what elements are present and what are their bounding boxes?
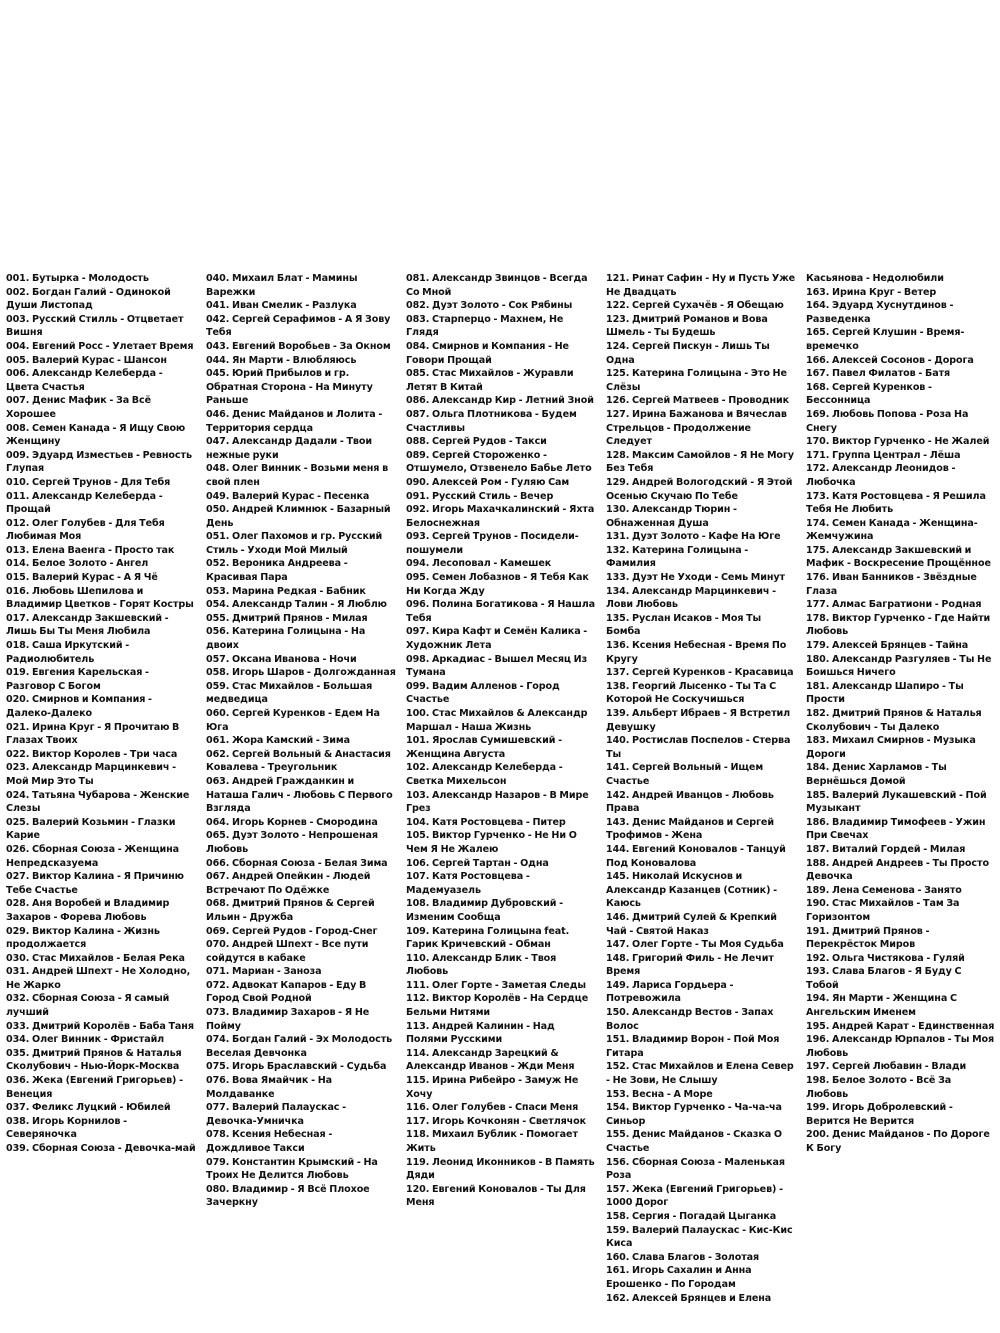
track-entry: 006. Александр Келеберда - Цвета Счастья	[6, 368, 163, 393]
tracklist	[6, 272, 996, 1304]
track-entry: 012. Олег Голубев - Для Тебя Любимая Моя	[6, 517, 165, 543]
track-entry: 172. Александр Леонидов - Любочка	[806, 463, 956, 488]
track-entry: 029. Виктор Калина - Жизнь продолжается	[6, 925, 160, 951]
track-entry: 113. Андрей Калинин - Над Полями Русскими	[406, 1020, 555, 1046]
track-entry: 197. Сергей Любавин - Влади	[806, 1061, 967, 1073]
track-entry: 041. Иван Смелик - Разлука	[206, 300, 357, 312]
track-entry: 182. Дмитрий Прянов & Наталья Сколубович - Ты Далеко	[806, 708, 982, 733]
tracklist-column-1	[6, 272, 196, 1154]
track-entry: 034. Олег Винник - Фристайл	[6, 1034, 165, 1046]
track-entry: 116. Олег Голубев - Спаси Меня	[406, 1102, 579, 1114]
track-entry: 097. Кира Кафт и Семён Калика - Художник Лета	[406, 626, 588, 652]
track-entry: 065. Дуэт Золото - Непрошеная Любовь	[206, 830, 378, 855]
track-entry: 071. Мариан - Заноза	[206, 966, 322, 978]
track-entry: 176. Иван Банников - Звёздные Глаза	[806, 572, 977, 597]
tracklist-column-3	[406, 272, 596, 1209]
track-entry: 058. Игорь Шаров - Долгожданная	[206, 667, 396, 679]
track-entry: 050. Андрей Климнюк - Базарный День	[206, 504, 391, 529]
track-entry: 042. Сергей Серафимов - А Я Зову Тебя	[206, 313, 391, 339]
track-entry: 125. Катерина Голицына - Это Не Слёзы	[606, 368, 787, 393]
track-entry: 143. Денис Майданов и Сергей Трофимов - Жена	[606, 816, 774, 842]
track-entry: 126. Сергей Матвеев - Проводник	[606, 395, 790, 407]
track-entry: 163. Ирина Круг - Ветер	[806, 286, 937, 298]
track-entry: 122. Сергей Сухачёв - Я Обещаю	[606, 300, 784, 312]
track-entry: 188. Андрей Андреев - Ты Просто Девочка	[806, 857, 989, 883]
track-entry: 186. Владимир Тимофеев - Ужин При Свечах	[806, 816, 986, 842]
track-entry: 120. Евгений Коновалов - Ты Для Меня	[406, 1183, 586, 1209]
track-entry: 145. Николай Искуснов и Александр Казанцев (Сотник) - Каюсь	[606, 871, 777, 910]
track-entry: 121. Ринат Сафин - Ну и Пусть Уже Не Двадцать	[606, 273, 796, 298]
track-entry: 045. Юрий Прибылов и гр. Обратная Сторона - На Минуту Раньше	[206, 368, 373, 407]
track-entry: 135. Руслан Исаков - Моя Ты Бомба	[606, 612, 762, 638]
track-entry: 064. Игорь Корнев - Смородина	[206, 816, 378, 828]
track-entry: 184. Денис Харламов - Ты Вернёшься Домой	[806, 762, 947, 787]
track-entry: 150. Александр Вестов - Запах Волос	[606, 1007, 774, 1032]
track-entry: 031. Андрей Шпехт - Не Холодно, Не Жарко	[6, 966, 191, 991]
track-entry: 027. Виктор Калина - Я Причиню Тебе Счастье	[6, 871, 184, 896]
track-entry: 106. Сергей Тартан - Одна	[406, 857, 549, 869]
track-entry: 119. Леонид Иконников - В Память Дяди	[406, 1156, 595, 1182]
track-entry: 175. Александр Закшевский и Мафик - Воскресение Прощённое	[806, 544, 991, 570]
track-entry: 174. Семен Канада - Женщина-Жемчужина	[806, 517, 978, 543]
track-entry: 085. Стас Михайлов - Журавли Летят В Китай	[406, 368, 574, 393]
track-entry: 124. Сергей Пискун - Лишь Ты Одна	[606, 340, 770, 366]
track-entry: 096. Полина Богатикова - Я Нашла Тебя	[406, 599, 596, 624]
track-entry: 010. Сергей Трунов - Для Тебя	[6, 476, 171, 488]
track-entry: 039. Сборная Союза - Девочка-май	[6, 1143, 196, 1154]
track-entry: 092. Игорь Махачкалинский - Яхта Белоснежная	[406, 504, 595, 529]
track-entry: 053. Марина Редкая - Бабник	[206, 585, 366, 597]
track-entry: 076. Вова Ямайчик - На Молдаванке	[206, 1075, 333, 1100]
track-entry: 193. Слава Благов - Я Буду С Тобой	[806, 966, 962, 991]
track-entry: 200. Денис Майданов - По Дороге К Богу	[806, 1129, 990, 1154]
track-entry: 063. Андрей Гражданкин и Наташа Галич - Любовь С Первого Взгляда	[206, 775, 393, 815]
track-entry: 018. Саша Иркутский - Радиолюбитель	[6, 640, 130, 665]
track-entry: 052. Вероника Андреева - Красивая Пара	[206, 558, 348, 584]
track-entry: 044. Ян Марти - Влюбляюсь	[206, 354, 357, 366]
track-entry: 084. Смирнов и Компания - Не Говори Прощай	[406, 340, 569, 366]
track-entry: 147. Олег Горте - Ты Моя Судьба	[606, 939, 784, 951]
track-entry: 194. Ян Марти - Женщина С Ангельским Именем	[806, 993, 957, 1019]
track-entry: 061. Жора Камский - Зима	[206, 735, 350, 747]
track-entry: 179. Алексей Брянцев - Тайна	[806, 640, 969, 652]
track-entry: 046. Денис Майданов и Лолита - Территория сердца	[206, 408, 383, 434]
track-entry: 051. Олег Пахомов и гр. Русский Стиль - Уходи Мой Милый	[206, 531, 383, 556]
track-entry: 141. Сергей Вольный - Ищем Счастье	[606, 762, 764, 787]
track-entry: 181. Александр Шапиро - Ты Прости	[806, 680, 964, 706]
track-entry: 139. Альберт Ибраев - Я Встретил Девушку	[606, 708, 791, 733]
track-entry: 090. Алексей Ром - Гуляю Сам	[406, 476, 570, 488]
track-entry: 081. Александр Звинцов - Всегда Со Мной	[406, 273, 588, 298]
track-entry: 026. Сборная Союза - Женщина Непредсказуема	[6, 843, 179, 869]
track-entry: 033. Дмитрий Королёв - Баба Таня	[6, 1020, 194, 1032]
track-entry: 056. Катерина Голицына - На двоих	[206, 626, 366, 652]
track-entry: 028. Аня Воробей и Владимир Захаров - Форева Любовь	[6, 898, 170, 923]
track-entry: 110. Александр Блик - Твоя Любовь	[406, 952, 557, 978]
track-entry: 091. Русский Стиль - Вечер	[406, 490, 554, 502]
track-entry: 165. Сергей Клушин - Время-времечко	[806, 327, 965, 352]
track-entry: 129. Андрей Вологодский - Я Этой Осенью Скучаю По Тебе	[606, 476, 793, 502]
track-entry: 059. Стас Михайлов - Большая медведица	[206, 680, 373, 706]
track-entry: 159. Валерий Палаускас - Кис-Кис Киса	[606, 1224, 793, 1250]
track-entry: 078. Ксения Небесная - Дождливое Такси	[206, 1129, 333, 1154]
track-entry: 013. Елена Ваенга - Просто так	[6, 544, 175, 556]
track-entry: 022. Виктор Королев - Три часа	[6, 748, 178, 760]
track-entry: 079. Константин Крымский - На Троих Не Делится Любовь	[206, 1156, 378, 1182]
track-entry: 109. Катерина Голицына feat. Гарик Кричевский - Обман	[406, 925, 570, 951]
track-entry: 038. Игорь Корнилов - Северяночка	[6, 1115, 127, 1141]
track-entry: 062. Сергей Вольный & Анастасия Ковалева - Треугольник	[206, 748, 391, 774]
track-entry: 002. Богдан Галий - Одинокой Души Листопад	[6, 286, 171, 312]
track-entry: 035. Дмитрий Прянов & Наталья Сколубович - Нью-Йорк-Москва	[6, 1047, 182, 1073]
track-entry: 189. Лена Семенова - Занято	[806, 884, 962, 896]
track-entry: 073. Владимир Захаров - Я Не Пойму	[206, 1007, 370, 1032]
track-entry: 130. Александр Тюрин - Обнаженная Душа	[606, 504, 737, 529]
track-entry: 099. Вадим Алленов - Город Счастье	[406, 680, 560, 706]
track-entry: 067. Андрей Опейкин - Людей Встречают По Одёжке	[206, 871, 371, 896]
track-entry: 088. Сергей Рудов - Такси	[406, 436, 547, 448]
track-entry: 152. Стас Михайлов и Елена Север - Не Зови, Не Слышу	[606, 1061, 794, 1087]
track-entry: 187. Виталий Гордей - Милая	[806, 843, 966, 855]
track-entry: 161. Игорь Сахалин и Анна Ерошенко - По Городам	[606, 1265, 752, 1290]
track-entry: 105. Виктор Гурченко - Не Ни О Чем Я Не Жалею	[406, 830, 577, 855]
track-entry: 168. Сергей Куренков - Бессонница	[806, 381, 932, 407]
track-entry: 144. Евгений Коновалов - Танцуй Под Коновалова	[606, 843, 786, 869]
track-entry: 115. Ирина Рибейро - Замуж Не Хочу	[406, 1075, 579, 1100]
tracklist-column-4	[606, 272, 796, 1304]
track-entry: 198. Белое Золото - Всё За Любовь	[806, 1075, 952, 1100]
track-entry: 070. Андрей Шпехт - Все пути сойдутся в кабаке	[206, 939, 369, 964]
track-entry: 087. Ольга Плотникова - Будем Счастливы	[406, 408, 577, 434]
track-entry: 171. Группа Централ - Лёша	[806, 449, 961, 461]
track-entry: 048. Олег Винник - Возьми меня в свой плен	[206, 463, 389, 488]
track-entry: 127. Ирина Бажанова и Вячеслав Стрельцов - Продолжение Следует	[606, 408, 787, 448]
track-entry: 114. Александр Зарецкий & Александр Иванов - Жди Меня	[406, 1047, 575, 1073]
track-entry: 111. Олег Горте - Заметая Следы	[406, 979, 586, 991]
track-entry: 133. Дуэт Не Уходи - Семь Минут	[606, 572, 785, 584]
track-entry: 014. Белое Золото - Ангел	[6, 558, 149, 570]
track-entry: 148. Григорий Филь - Не Лечит Время	[606, 952, 774, 978]
track-entry: 001. Бутырка - Молодость	[6, 273, 149, 284]
track-entry: 185. Валерий Лукашевский - Пой Музыкант	[806, 789, 987, 815]
track-entry: 153. Весна - А Море	[606, 1088, 713, 1100]
track-entry: 196. Александр Юрпалов - Ты Моя Любовь	[806, 1034, 995, 1059]
track-entry: 023. Александр Марцинкевич - Мой Мир Это Ты	[6, 762, 176, 787]
track-entry: 140. Ростислав Поспелов - Стерва Ты	[606, 735, 791, 760]
track-entry: 008. Семен Канада - Я Ищу Свою Женщину	[6, 422, 186, 448]
track-entry: 101. Ярослав Сумишевский - Женщина Августа	[406, 735, 562, 760]
track-entry: 195. Андрей Карат - Единственная	[806, 1020, 995, 1032]
track-entry: 191. Дмитрий Прянов - Перекрёсток Миров	[806, 925, 930, 951]
track-entry: 017. Александр Закшевский - Лишь Бы Ты Меня Любила	[6, 612, 169, 638]
track-entry: 154. Виктор Гурченко - Ча-ча-ча Синьор	[606, 1102, 782, 1127]
track-entry: 086. Александр Кир - Летний Зной	[406, 395, 594, 407]
track-entry: 156. Сборная Союза - Маленькая Роза	[606, 1156, 785, 1182]
track-entry: 103. Александр Назаров - В Мире Грез	[406, 789, 589, 815]
track-entry: 137. Сергей Куренков - Красавица	[606, 667, 794, 679]
tracklist-column-2	[206, 272, 396, 1209]
track-entry: 170. Виктор Гурченко - Не Жалей	[806, 436, 990, 448]
track-entry: 151. Владимир Ворон - Пой Моя Гитара	[606, 1034, 780, 1059]
track-entry: 083. Старперцо - Махнем, Не Глядя	[406, 313, 564, 339]
track-entry: 123. Дмитрий Романов и Вова Шмель - Ты Будешь	[606, 313, 768, 339]
track-entry: 068. Дмитрий Прянов & Сергей Ильин - Дружба	[206, 898, 375, 923]
track-entry: 169. Любовь Попова - Роза На Снегу	[806, 408, 969, 434]
track-entry: 040. Михаил Блат - Мамины Варежки	[206, 273, 358, 298]
track-entry: 015. Валерий Курас - А Я Чё	[6, 572, 158, 584]
track-entry: 136. Ксения Небесная - Время По Кругу	[606, 640, 787, 665]
track-entry: 178. Виктор Гурченко - Где Найти Любовь	[806, 612, 991, 638]
track-entry: 072. Адвокат Капаров - Еду В Город Свой Родной	[206, 979, 367, 1005]
track-entry: 142. Андрей Иванцов - Любовь Права	[606, 789, 774, 815]
track-entry: 134. Александр Марцинкевич - Лови Любовь	[606, 585, 776, 611]
track-entry: 157. Жека (Евгений Григорьев) - 1000 Дорог	[606, 1183, 783, 1209]
track-entry: 093. Сергей Трунов - Посидели-пошумели	[406, 531, 579, 556]
track-entry: 160. Слава Благов - Золотая	[606, 1251, 760, 1263]
track-entry: 047. Александр Дадали - Твои нежные руки	[206, 436, 373, 461]
track-entry: 007. Денис Мафик - За Всё Хорошее	[6, 395, 152, 420]
track-entry: 074. Богдан Галий - Эх Молодость Веселая Девчонка	[206, 1034, 393, 1059]
track-entry: 190. Стас Михайлов - Там За Горизонтом	[806, 898, 960, 923]
track-entry: 173. Катя Ростовцева - Я Решила Тебя Не Любить	[806, 490, 986, 516]
track-entry: 021. Ирина Круг - Я Прочитаю В Глазах Твоих	[6, 721, 180, 747]
track-entry: 131. Дуэт Золото - Кафе На Юге	[606, 531, 781, 543]
track-entry: 049. Валерий Курас - Песенка	[206, 490, 370, 502]
tracklist-column-5	[806, 272, 996, 1154]
track-entry: 155. Денис Майданов - Сказка О Счастье	[606, 1129, 782, 1154]
track-entry: 080. Владимир - Я Всё Плохое Зачеркну	[206, 1183, 370, 1209]
track-entry: 164. Эдуард Хуснутдинов - Разведенка	[806, 300, 954, 325]
track-entry: 199. Игорь Добролевский - Верится Не Верится	[806, 1102, 953, 1127]
track-entry: 075. Игорь Браславский - Судьба	[206, 1061, 387, 1073]
track-entry: 036. Жека (Евгений Григорьев) - Венеция	[6, 1075, 183, 1100]
track-entry: 055. Дмитрий Прянов - Милая	[206, 612, 368, 624]
track-entry: 183. Михаил Смирнов - Музыка Дороги	[806, 735, 976, 760]
track-entry: 108. Владимир Дубровский - Изменим Сообща	[406, 898, 563, 923]
track-entry: 118. Михаил Бублик - Помогает Жить	[406, 1129, 578, 1154]
track-entry: 016. Любовь Шепилова и Владимир Цветков - Горят Костры	[6, 585, 194, 611]
track-entry: 104. Катя Ростовцева - Питер	[406, 816, 566, 828]
track-entry: 100. Стас Михайлов & Александр Маршал - Наша Жизнь	[406, 708, 588, 733]
track-entry: 167. Павел Филатов - Батя	[806, 368, 951, 380]
track-entry: 060. Сергей Куренков - Едем На Юга	[206, 708, 380, 733]
track-entry: 158. Сергия - Погадай Цыганка	[606, 1210, 777, 1222]
track-entry: 162. Алексей Брянцев и Елена	[606, 1292, 772, 1304]
track-entry: 025. Валерий Козьмин - Глазки Карие	[6, 816, 176, 842]
track-entry: 107. Катя Ростовцева - Мадемуазель	[406, 871, 530, 896]
track-entry: 009. Эдуард Изместьев - Ревность Глупая	[6, 449, 192, 475]
track-entry: 102. Александр Келеберда - Светка Михельсон	[406, 762, 563, 787]
track-entry: 066. Сборная Союза - Белая Зима	[206, 857, 388, 869]
track-entry: 082. Дуэт Золото - Сок Рябины	[406, 300, 573, 312]
track-entry: 098. Аркадиас - Вышел Месяц Из Тумана	[406, 653, 588, 679]
track-entry: 019. Евгения Карельская - Разговор С Богом	[6, 667, 149, 692]
track-entry: 089. Сергей Стороженко - Отшумело, Отзвенело Бабье Лето	[406, 449, 592, 475]
track-entry: 004. Евгений Росс - Улетает Время	[6, 340, 194, 352]
track-entry: 003. Русский Стилль - Отцветает Вишня	[6, 313, 184, 339]
track-entry: 095. Семен Лобазнов - Я Тебя Как Ни Когда Жду	[406, 572, 589, 597]
track-entry: 112. Виктор Королёв - На Сердце Бельми Нитями	[406, 993, 589, 1019]
track-entry: 032. Сборная Союза - Я самый лучший	[6, 993, 170, 1019]
track-entry: 117. Игорь Кочконян - Светлячок	[406, 1115, 587, 1127]
track-entry: 146. Дмитрий Сулей & Крепкий Чай - Святой Наказ	[606, 911, 777, 937]
track-entry: 138. Георгий Лысенко - Ты Та С Которой Не Соскучишься	[606, 680, 777, 706]
track-entry: 037. Феликс Луцкий - Юбилей	[6, 1102, 171, 1114]
track-entry: 024. Татьяна Чубарова - Женские Слезы	[6, 789, 190, 815]
track-entry: 149. Лариса Гордьера - Потревожила	[606, 979, 734, 1005]
track-entry: Касьянова - Недолюбили	[806, 273, 944, 284]
track-entry: 005. Валерий Курас - Шансон	[6, 354, 167, 366]
track-entry: 057. Оксана Иванова - Ночи	[206, 653, 357, 665]
track-entry: 177. Алмас Багратиони - Родная	[806, 599, 982, 611]
track-entry: 054. Александр Талин - Я Люблю	[206, 599, 387, 611]
track-entry: 020. Смирнов и Компания - Далеко-Далеко	[6, 694, 152, 719]
track-entry: 094. Лесоповал - Камешек	[406, 558, 552, 570]
track-entry: 180. Александр Разгуляев - Ты Не Боишься Ничего	[806, 653, 992, 679]
track-entry: 030. Стас Михайлов - Белая Река	[6, 952, 185, 964]
track-entry: 043. Евгений Воробьев - За Окном	[206, 340, 391, 352]
track-entry: 132. Катерина Голицына - Фамилия	[606, 544, 749, 570]
track-entry: 011. Александр Келеберда - Прощай	[6, 490, 163, 516]
track-entry: 069. Сергей Рудов - Город-Снег	[206, 925, 378, 937]
track-entry: 077. Валерий Палаускас - Девочка-Умничка	[206, 1102, 347, 1127]
track-entry: 128. Максим Самойлов - Я Не Могу Без Тебя	[606, 449, 794, 475]
track-entry: 192. Ольга Чистякова - Гуляй	[806, 952, 965, 964]
track-entry: 166. Алексей Сосонов - Дорога	[806, 354, 974, 366]
